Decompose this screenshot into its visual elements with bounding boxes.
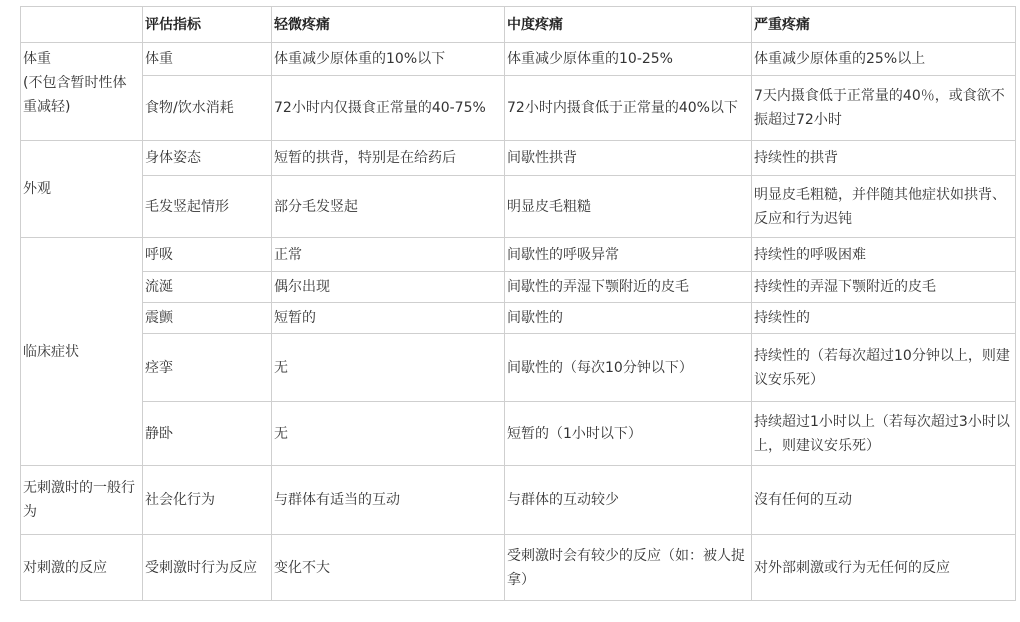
mild-cell: 无 — [272, 402, 505, 466]
moderate-cell: 体重减少原体重的10-25% — [505, 43, 752, 76]
mild-cell: 变化不大 — [272, 535, 505, 601]
moderate-cell: 间歇性的弄湿下颚附近的皮毛 — [505, 272, 752, 303]
severe-cell: 7天内摄食低于正常量的40％，或食欲不振超过72小时 — [752, 76, 1016, 141]
indicator-cell: 震颤 — [143, 303, 272, 334]
indicator-cell: 身体姿态 — [143, 141, 272, 176]
indicator-cell: 体重 — [143, 43, 272, 76]
severe-cell: 持续超过1小时以上（若每次超过3小时以上，则建议安乐死） — [752, 402, 1016, 466]
indicator-cell: 痉挛 — [143, 334, 272, 402]
indicator-cell: 静卧 — [143, 402, 272, 466]
mild-cell: 正常 — [272, 238, 505, 272]
severe-cell: 持续性的拱背 — [752, 141, 1016, 176]
table-row — [21, 303, 1016, 334]
severe-cell: 沒有任何的互动 — [752, 466, 1016, 535]
pain-assessment-table — [20, 6, 1016, 601]
indicator-cell: 社会化行为 — [143, 466, 272, 535]
table-row — [21, 272, 1016, 303]
table-row — [21, 141, 1016, 176]
table-row — [21, 43, 1016, 76]
indicator-cell: 食物/饮水消耗 — [143, 76, 272, 141]
group-cell-weight — [21, 43, 143, 141]
mild-cell: 无 — [272, 334, 505, 402]
moderate-cell: 受刺激时会有较少的反应（如：被人捉拿） — [505, 535, 752, 601]
moderate-cell: 与群体的互动较少 — [505, 466, 752, 535]
indicator-cell: 受刺激时行为反应 — [143, 535, 272, 601]
mild-cell: 72小时内仅摄食正常量的40-75% — [272, 76, 505, 141]
indicator-cell: 呼吸 — [143, 238, 272, 272]
severe-cell: 体重减少原体重的25%以上 — [752, 43, 1016, 76]
header-cell-indicator: 评估指标 — [143, 7, 272, 43]
header-cell-severe: 严重疼痛 — [752, 7, 1016, 43]
severe-cell: 持续性的呼吸困难 — [752, 238, 1016, 272]
indicator-cell: 流涎 — [143, 272, 272, 303]
table-row — [21, 535, 1016, 601]
indicator-cell: 毛发竖起情形 — [143, 176, 272, 238]
table-row — [21, 176, 1016, 238]
moderate-cell: 间歇性的 — [505, 303, 752, 334]
pain-assessment-table-container — [20, 6, 1016, 601]
moderate-cell: 短暂的（1小时以下） — [505, 402, 752, 466]
moderate-cell: 明显皮毛粗糙 — [505, 176, 752, 238]
mild-cell: 部分毛发竖起 — [272, 176, 505, 238]
table-row — [21, 76, 1016, 141]
table-row — [21, 238, 1016, 272]
mild-cell: 短暂的 — [272, 303, 505, 334]
group-label-weight: 体重 — [23, 51, 51, 67]
header-cell-moderate: 中度疼痛 — [505, 7, 752, 43]
moderate-cell: 间歇性拱背 — [505, 141, 752, 176]
severe-cell: 持续性的弄湿下颚附近的皮毛 — [752, 272, 1016, 303]
table-row — [21, 334, 1016, 402]
group-note-weight: (不包含暂时性体重减轻) — [23, 75, 127, 115]
table-row — [21, 402, 1016, 466]
severe-cell: 持续性的（若每次超过10分钟以上，则建议安乐死） — [752, 334, 1016, 402]
group-cell-stimulus: 对刺激的反应 — [21, 535, 143, 601]
group-cell-appearance: 外观 — [21, 141, 143, 238]
moderate-cell: 间歇性的（每次10分钟以下） — [505, 334, 752, 402]
moderate-cell: 72小时内摄食低于正常量的40%以下 — [505, 76, 752, 141]
moderate-cell: 间歇性的呼吸异常 — [505, 238, 752, 272]
group-cell-no-stimulus: 无刺激时的一般行为 — [21, 466, 143, 535]
mild-cell: 与群体有适当的互动 — [272, 466, 505, 535]
header-cell-mild: 轻微疼痛 — [272, 7, 505, 43]
mild-cell: 偶尔出现 — [272, 272, 505, 303]
table-row — [21, 466, 1016, 535]
severe-cell: 明显皮毛粗糙，并伴随其他症状如拱背、反应和行为迟钝 — [752, 176, 1016, 238]
header-row — [21, 7, 1016, 43]
header-cell-category — [21, 7, 143, 43]
group-cell-clinical: 临床症状 — [21, 238, 143, 466]
severe-cell: 持续性的 — [752, 303, 1016, 334]
mild-cell: 体重减少原体重的10%以下 — [272, 43, 505, 76]
severe-cell: 对外部刺激或行为无任何的反应 — [752, 535, 1016, 601]
mild-cell: 短暂的拱背，特别是在给药后 — [272, 141, 505, 176]
